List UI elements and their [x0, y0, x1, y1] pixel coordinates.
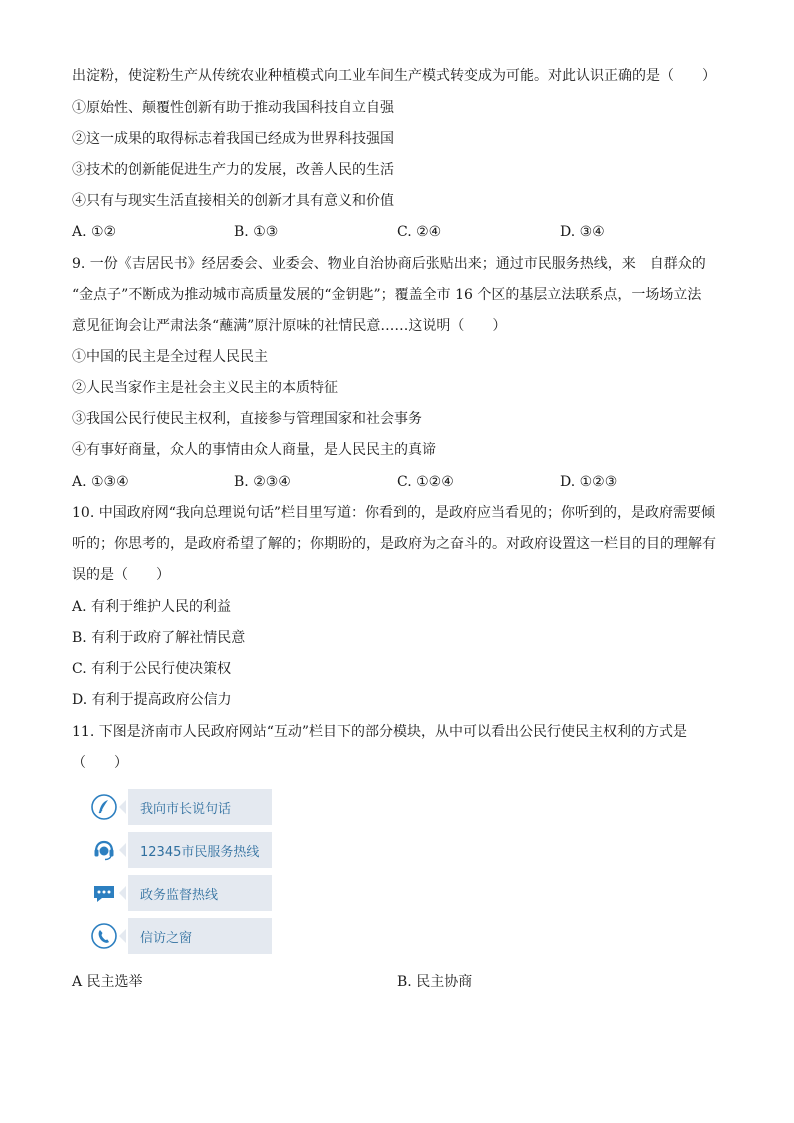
q8-item-1: ①原始性、颠覆性创新有助于推动我国科技自立自强 [72, 100, 394, 116]
q10-option-b[interactable]: B. 有利于政府了解社情民意 [72, 630, 246, 646]
q8-item-4: ④只有与现实生活直接相关的创新才具有意义和价值 [72, 193, 394, 209]
q9-stem-line-1: 9. 一份《吉居民书》经居委会、业委会、物业自治协商后张贴出来；通过市民服务热线，来 自群众的 [72, 256, 706, 272]
q9-option-a[interactable]: A. ①③④ [72, 474, 129, 490]
q10-stem-line-2: 听的；你思考的，是政府希望了解的；你期盼的，是政府为之奋斗的。对政府设置这一栏目的目的理解有 [72, 536, 716, 552]
q8-item-2: ②这一成果的取得标志着我国已经成为世界科技强国 [72, 131, 394, 147]
q11-stem-line-1: 11. 下图是济南市人民政府网站“互动”栏目下的部分模块，从中可以看出公民行使民主权利的方式是 [72, 724, 688, 740]
module-label: 政务监督热线 [125, 875, 272, 911]
module-12345-hotline[interactable] [87, 832, 273, 868]
q8-options [72, 222, 732, 242]
q9-options [72, 472, 732, 492]
chat-bubble-icon [87, 875, 121, 911]
q9-item-4: ④有事好商量，众人的事情由众人商量，是人民民主的真谛 [72, 442, 436, 458]
phone-icon [87, 918, 121, 954]
q9-item-2: ②人民当家作主是社会主义民主的本质特征 [72, 380, 338, 396]
q8-item-3: ③技术的创新能促进生产力的发展，改善人民的生活 [72, 162, 394, 178]
headset-icon [87, 832, 121, 868]
q10-stem-line-3: 误的是（ ） [72, 567, 170, 583]
q9-stem-line-3: 意见征询会让严肃法条“蘸满”原汁原味的社情民意……这说明（ ） [72, 318, 507, 334]
q9-option-d[interactable]: D. ①②③ [560, 474, 618, 490]
q9-option-c[interactable]: C. ①②④ [397, 474, 454, 490]
module-label: 12345市民服务热线 [125, 832, 272, 868]
module-label: 信访之窗 [125, 918, 272, 954]
module-label: 我向市长说句话 [125, 789, 272, 825]
q11-option-a[interactable]: A 民主选举 [72, 974, 143, 990]
q8-option-a[interactable]: A. ①② [72, 224, 117, 240]
q9-item-1: ①中国的民主是全过程人民民主 [72, 349, 268, 365]
q11-stem-line-2: （ ） [72, 755, 128, 771]
q8-stem-end: 出淀粉，使淀粉生产从传统农业种植模式向工业车间生产模式转变成为可能。对此认识正确的是（ ） [72, 68, 716, 84]
q11-options [72, 972, 732, 992]
module-mayor-message[interactable] [87, 789, 273, 825]
quill-icon [87, 789, 121, 825]
module-supervision-hotline[interactable] [87, 875, 273, 911]
q9-item-3: ③我国公民行使民主权利，直接参与管理国家和社会事务 [72, 411, 422, 427]
module-petition-window[interactable] [87, 918, 273, 954]
q8-option-b[interactable]: B. ①③ [234, 224, 279, 240]
q10-option-c[interactable]: C. 有利于公民行使决策权 [72, 661, 232, 677]
q10-option-a[interactable]: A. 有利于维护人民的利益 [72, 599, 232, 615]
interaction-modules-figure [87, 789, 273, 961]
q10-stem-line-1: 10. 中国政府网“我向总理说句话”栏目里写道：你看到的，是政府应当看见的；你听到的，是政府需要倾 [72, 505, 716, 521]
q9-option-b[interactable]: B. ②③④ [234, 474, 291, 490]
q11-option-b[interactable]: B. 民主协商 [397, 974, 473, 990]
q8-option-c[interactable]: C. ②④ [397, 224, 442, 240]
q8-option-d[interactable]: D. ③④ [560, 224, 605, 240]
q9-stem-line-2: “金点子”不断成为推动城市高质量发展的“金钥匙”；覆盖全市 16 个区的基层立法联系点，一场场立法 [72, 287, 702, 303]
q10-option-d[interactable]: D. 有利于提高政府公信力 [72, 692, 232, 708]
